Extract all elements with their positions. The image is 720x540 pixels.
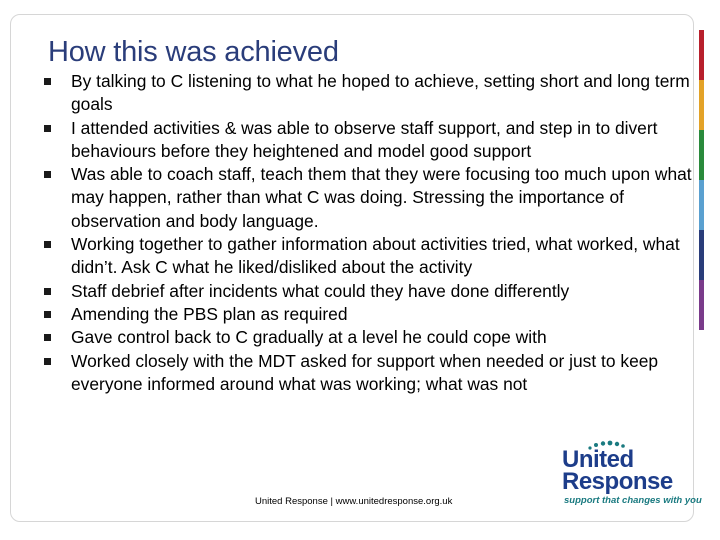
bullet-square-icon (44, 358, 51, 365)
bullet-square-icon (44, 311, 51, 318)
bullet-square-icon (44, 125, 51, 132)
bullet-square-icon (44, 171, 51, 178)
bullet-item: Worked closely with the MDT asked for support when needed or just to keep everyone informed around what was working; what was not (42, 350, 692, 397)
logo-tagline: support that changes with you (564, 495, 702, 506)
side-color-bars (699, 30, 704, 330)
slide-footer: United Response | www.unitedresponse.org.uk (255, 496, 453, 507)
united-response-logo (560, 440, 700, 510)
bullet-square-icon (44, 241, 51, 248)
bullet-item: By talking to C listening to what he hoped to achieve, setting short and long term goals (42, 70, 692, 117)
bullet-item: Amending the PBS plan as required (42, 303, 692, 326)
bullet-item: Was able to coach staff, teach them that they were focusing too much upon what may happen, rather than what C was doing. Stressing the importance of observation and body language. (42, 163, 692, 233)
color-bar (699, 230, 704, 280)
color-bar (699, 130, 704, 180)
color-bar (699, 280, 704, 330)
bullet-list (42, 70, 692, 396)
color-bar (699, 30, 704, 80)
bullet-item: Gave control back to C gradually at a level he could cope with (42, 326, 692, 349)
logo-word-united: United (562, 446, 634, 473)
color-bar (699, 80, 704, 130)
slide-title: How this was achieved (48, 36, 339, 68)
bullet-square-icon (44, 78, 51, 85)
bullet-square-icon (44, 288, 51, 295)
bullet-item: I attended activities & was able to observe staff support, and step in to divert behaviours before they heightened and model good support (42, 117, 692, 164)
bullet-item: Staff debrief after incidents what could they have done differently (42, 280, 692, 303)
logo-word-response: Response (562, 468, 673, 495)
bullet-square-icon (44, 334, 51, 341)
bullet-item: Working together to gather information about activities tried, what worked, what didn’t. Ask C what he liked/disliked about the activity (42, 233, 692, 280)
color-bar (699, 180, 704, 230)
